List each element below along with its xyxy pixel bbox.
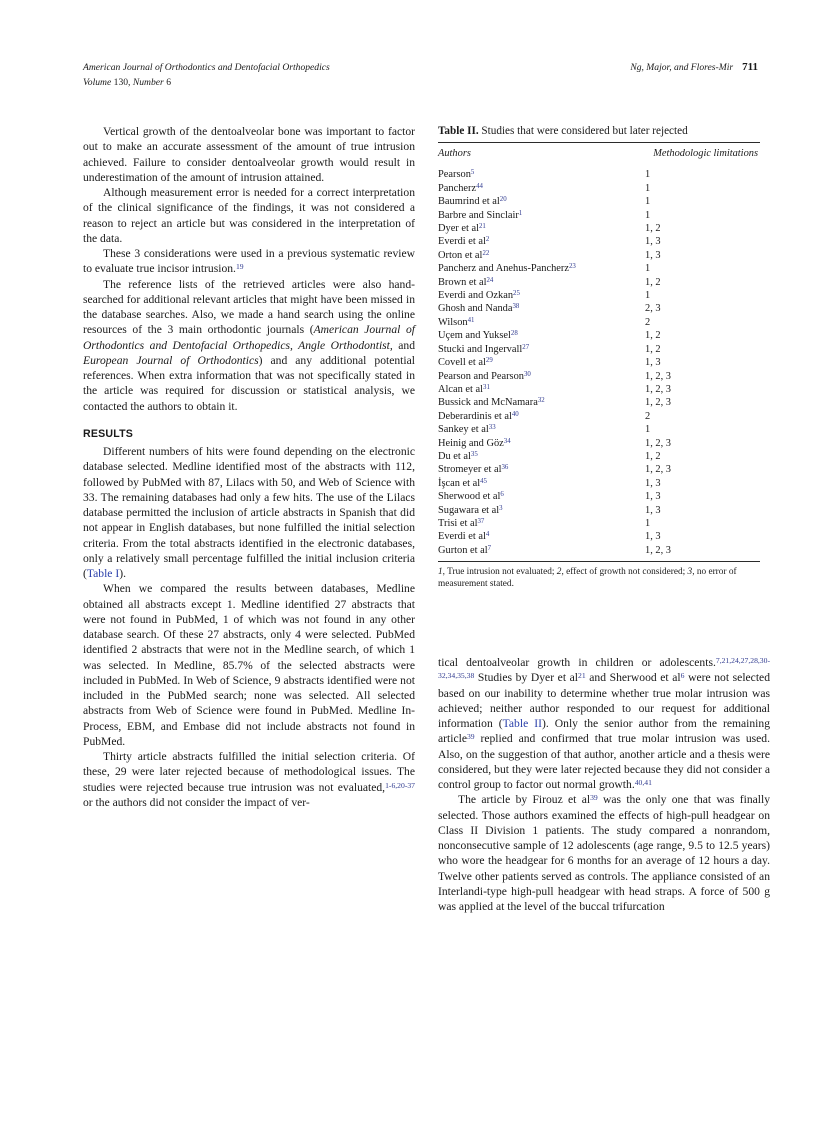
volume-label: Volume <box>83 76 112 88</box>
cell-author <box>438 504 645 517</box>
author-name: Sugawara et al <box>438 504 500 516</box>
cell-author <box>438 477 645 490</box>
table-caption <box>438 124 760 138</box>
cell-limitations <box>645 249 760 262</box>
cell-author <box>438 262 645 275</box>
citation-ref[interactable]: 20 <box>499 196 507 204</box>
citation-ref[interactable]: 37 <box>477 518 485 526</box>
limitation-codes: 1, 2, 3 <box>645 437 671 449</box>
cell-author <box>438 450 645 463</box>
cell-limitations <box>645 517 760 530</box>
limitation-codes: 2 <box>645 316 651 328</box>
citation-ref[interactable]: 30 <box>524 370 531 378</box>
table-row <box>438 289 760 302</box>
table-row <box>438 504 760 517</box>
footnote-text: , effect of growth not considered; <box>561 567 688 578</box>
table-row <box>438 437 760 450</box>
table-row <box>438 222 760 235</box>
author-name: Everdi et al <box>438 236 486 248</box>
cell-author <box>438 396 645 409</box>
limitation-codes: 1, 3 <box>645 491 661 503</box>
para-text-d: were not selected based on our inability to determine whether true molar intrusion was achieved; neither author responded to our request for additional information ( <box>438 671 770 730</box>
cell-limitations <box>645 396 760 409</box>
paragraph-results-hits <box>83 444 415 581</box>
author-name: Everdi and Ozkan <box>438 290 514 302</box>
author-name: Deberardinis et al <box>438 410 512 422</box>
para-text-b: was the only one that was finally selected. Those authors examined the effects of high-pull headgear on Class II Division 1 patients. The study compared a nonrandom, nonconsecutive sample of 12 adolescents (age range, 9.5 to 12.5 years) who wore the headgear for 6 months for an average of 12 hours a day. Twelve other patients served as controls. The appliance consisted of an Interlandi-type high-pull headgear with head straps. A force of 500 g was applied at the level of the buccal trifurcation <box>438 793 770 913</box>
cell-author <box>438 302 645 315</box>
limitation-codes: 1, 2 <box>645 276 661 288</box>
cell-limitations <box>645 450 760 463</box>
limitation-codes: 1, 3 <box>645 249 661 261</box>
issue-label: Number <box>132 76 164 88</box>
page-number: 711 <box>742 61 758 73</box>
limitation-codes: 1 <box>645 290 651 302</box>
cell-author <box>438 249 645 262</box>
author-name: Ghosh and Nanda <box>438 303 513 315</box>
author-name: Stucki and Ingervall <box>438 343 523 355</box>
cell-limitations <box>645 235 760 248</box>
limitation-codes: 1 <box>645 182 651 194</box>
table-row <box>438 356 760 369</box>
table-row <box>438 164 760 181</box>
table-title: Studies that were considered but later rejected <box>481 125 688 137</box>
paragraph-results-comparison: When we compared the results between databases, Medline obtained all abstracts except 1. Medline identified 27 abstracts that were not found in PubMed, 1 of which was not found in any other database search. Of these 27 abstracts, only 4 were selected. PubMed identified 2 abstracts that were not in the Medline search, of which 1 was selected. In Medline, 85.7% of the selected abstracts were included in PubMed. In Web of Science, 9 abstracts identified were not included in the PubMed search; none was selected. All selected abstracts from Web of Science were found in PubMed. Medline In-Process, EBM, and Embase did not include abstracts not found in PubMed. <box>83 582 415 748</box>
table-row <box>438 329 760 342</box>
cell-limitations <box>645 490 760 503</box>
column-header-limitations: Methodologic limitations <box>653 148 758 159</box>
cell-limitations <box>645 316 760 329</box>
para-text-a: The article by Firouz et al <box>458 793 591 807</box>
cell-author <box>438 195 645 208</box>
cell-limitations <box>645 289 760 302</box>
limitation-codes: 1, 3 <box>645 236 661 248</box>
table-body <box>438 164 760 561</box>
cell-author <box>438 316 645 329</box>
author-name: Pancherz <box>438 182 477 194</box>
right-column <box>438 655 770 914</box>
cell-limitations <box>645 477 760 490</box>
cell-author <box>438 437 645 450</box>
citation-ref[interactable]: 7,21,24,27,28,30-32,34,35,38 <box>438 655 770 681</box>
cell-author <box>438 383 645 396</box>
citation-ref[interactable]: 21 <box>578 671 586 681</box>
citation-ref[interactable]: 23 <box>568 263 576 271</box>
table-header-row <box>438 143 760 164</box>
citation-ref[interactable]: 39 <box>590 793 598 803</box>
table-i-crossref[interactable]: Table I <box>86 567 120 580</box>
author-name: Everdi et al <box>438 531 486 543</box>
author-name: Trisi et al <box>438 517 478 529</box>
table-row <box>438 235 760 248</box>
para-text-b: or the authors did not consider the impact of ver- <box>83 795 310 809</box>
cell-limitations <box>645 343 760 356</box>
table-row <box>438 316 760 329</box>
footnote-marker: 3 <box>687 567 693 578</box>
author-name: Alcan et al <box>438 383 484 395</box>
footnote-text: , True intrusion not evaluated; <box>442 567 557 578</box>
author-name: Baumrind et al <box>438 196 500 208</box>
left-column <box>83 124 415 810</box>
cell-limitations <box>645 182 760 195</box>
section-heading-results: RESULTS <box>83 427 134 440</box>
cell-author <box>438 235 645 248</box>
cell-author <box>438 164 645 181</box>
citation-ref[interactable]: 27 <box>522 343 530 351</box>
limitation-codes: 1, 2, 3 <box>645 464 671 476</box>
cell-limitations <box>645 262 760 275</box>
table-row <box>438 276 760 289</box>
table-row <box>438 195 760 208</box>
table-footnote <box>438 562 760 590</box>
issue-number: 6 <box>166 76 171 88</box>
footnote-marker: 2 <box>556 567 562 578</box>
citation-ref[interactable]: 35 <box>470 451 478 459</box>
limitation-codes: 1, 3 <box>645 531 661 543</box>
running-head <box>83 61 758 89</box>
limitation-codes: 1, 3 <box>645 357 661 369</box>
citation-ref[interactable]: 38 <box>512 303 520 311</box>
cell-author <box>438 329 645 342</box>
para-text-f: replied and confirmed that true molar intrusion was used. Also, on the suggestion of that author, another article and a thesis were considered, but they were later rejected because they did not consider a control group to factor out normal growth. <box>438 732 770 791</box>
para-text-e: ). Only the senior author from the remaining article <box>438 717 770 746</box>
author-name: Heinig and Göz <box>438 437 504 449</box>
cell-limitations <box>645 530 760 543</box>
authors-name: Ng, Major, and Flores-Mir <box>630 62 734 73</box>
table-row <box>438 302 760 315</box>
citation-ref[interactable]: 28 <box>510 330 518 338</box>
cell-author <box>438 343 645 356</box>
limitation-codes: 1, 2, 3 <box>645 544 671 556</box>
table-row <box>438 396 760 409</box>
citation-ref[interactable]: 2 <box>485 236 490 244</box>
cell-limitations <box>645 544 760 561</box>
table-row <box>438 383 760 396</box>
cell-author <box>438 209 645 222</box>
citation-ref[interactable]: 1-6,20-37 <box>385 780 415 790</box>
citation-ref[interactable]: 34 <box>503 437 511 445</box>
citation-ref[interactable]: 40 <box>511 410 519 418</box>
para-text-c: and Sherwood et al <box>585 671 681 685</box>
table-row <box>438 450 760 463</box>
table-row <box>438 262 760 275</box>
cell-limitations <box>645 302 760 315</box>
para-text-b: ). <box>119 567 126 580</box>
table-row <box>438 477 760 490</box>
cell-author <box>438 356 645 369</box>
cell-limitations <box>645 195 760 208</box>
author-name: Stromeyer et al <box>438 464 502 476</box>
citation-ref[interactable]: 3 <box>499 504 503 512</box>
cell-author <box>438 423 645 436</box>
citation-ref[interactable]: 25 <box>513 290 520 298</box>
para-text-b: ) and any additional potential references. When extra information that was not specifically stated in the article was required for discussion or statistical analysis, we contacted the authors to obtain it. <box>83 353 415 413</box>
author-name: Barbre and Sinclair <box>438 209 519 221</box>
citation-ref[interactable]: 19 <box>235 262 244 272</box>
para-text-mid: and <box>392 338 415 352</box>
cell-limitations <box>645 504 760 517</box>
table-row <box>438 370 760 383</box>
author-name: Brown et al <box>438 276 487 288</box>
table-row <box>438 410 760 423</box>
journal-names-italic-2: European Journal of Orthodontics <box>83 353 259 367</box>
limitation-codes: 1, 2 <box>645 330 661 342</box>
column-header-authors: Authors <box>438 148 471 159</box>
author-name: Uçem and Yuksel <box>438 330 511 342</box>
citation-ref[interactable]: 45 <box>480 477 487 485</box>
table-row <box>438 423 760 436</box>
limitation-codes: 1, 2, 3 <box>645 397 671 409</box>
cell-author <box>438 517 645 530</box>
citation-ref[interactable]: 31 <box>483 384 490 392</box>
limitation-codes: 1 <box>645 517 651 529</box>
limitation-codes: 1, 2 <box>645 343 661 355</box>
limitation-codes: 1, 2, 3 <box>645 383 671 395</box>
limitation-codes: 1, 2 <box>645 450 661 462</box>
cell-author <box>438 463 645 476</box>
para-text: These 3 considerations were used in a previous systematic review to evaluate true incisor intrusion. <box>83 247 415 276</box>
paragraph-results-thirty <box>83 749 415 810</box>
limitation-codes: 1, 2 <box>645 223 661 235</box>
cell-author <box>438 182 645 195</box>
citation-ref[interactable]: 1 <box>518 209 523 217</box>
citation-ref[interactable]: 33 <box>488 424 496 432</box>
paragraph-firouz-article <box>438 792 770 914</box>
journal-title: American Journal of Orthodontics and Dentofacial Orthopedics <box>83 62 330 73</box>
citation-ref[interactable]: 6 <box>500 491 504 499</box>
citation-ref[interactable]: 32 <box>537 397 545 405</box>
citation-ref[interactable]: 39 <box>466 732 475 742</box>
paragraph-reference-lists <box>83 277 415 414</box>
citation-ref[interactable]: 5 <box>470 169 475 177</box>
cell-limitations <box>645 370 760 383</box>
author-name: Dyer et al <box>438 223 479 235</box>
limitation-codes: 1, 3 <box>645 504 661 516</box>
table-label: Table II. <box>438 125 479 137</box>
table-ii <box>438 124 760 591</box>
cell-author <box>438 289 645 302</box>
cell-author <box>438 222 645 235</box>
author-name: Covell et al <box>438 357 486 369</box>
citation-ref[interactable]: 40,41 <box>634 777 652 787</box>
citation-ref[interactable]: 21 <box>478 223 486 231</box>
citation-ref[interactable]: 41 <box>467 317 475 324</box>
table-row <box>438 544 760 561</box>
author-name: Pearson <box>438 169 471 181</box>
limitation-codes: 1 <box>645 169 651 181</box>
limitation-codes: 1, 3 <box>645 477 661 489</box>
table-row <box>438 530 760 543</box>
para-text-a: tical dentoalveolar growth in children or adolescents. <box>438 656 716 669</box>
para-text-a: Thirty article abstracts fulfilled the initial selection criteria. Of these, 29 were later rejected because of methodological issues. The studies were rejected because true intrusion was not evaluated, <box>83 750 415 794</box>
author-name: Gurton et al <box>438 544 488 556</box>
table-row <box>438 463 760 476</box>
citation-ref[interactable]: 4 <box>485 531 490 539</box>
table-row <box>438 249 760 262</box>
cell-author <box>438 530 645 543</box>
limitation-codes: 1, 2, 3 <box>645 370 671 382</box>
paragraph-vertical-growth: Vertical growth of the dentoalveolar bone was important to factor out to make an accurate assessment of the amount of true intrusion achieved. Failure to consider dentoalveolar growth would result in underestimation of the amount of intrusion attained. <box>83 125 415 184</box>
cell-limitations <box>645 423 760 436</box>
author-name: Pancherz and Anehus-Pancherz <box>438 263 569 275</box>
author-name: Orton et al <box>438 249 483 261</box>
cell-limitations <box>645 383 760 396</box>
cell-author <box>438 544 645 561</box>
limitation-codes: 1 <box>645 424 651 436</box>
para-text-b: Studies by Dyer et al <box>474 671 579 685</box>
cell-limitations <box>645 222 760 235</box>
footnote-text: , no error of measurement stated. <box>438 567 737 590</box>
running-head-line-1 <box>83 61 758 75</box>
citation-ref[interactable]: 44 <box>476 182 483 190</box>
cell-limitations <box>645 164 760 181</box>
volume-issue-line <box>83 76 758 90</box>
cell-limitations <box>645 329 760 342</box>
table-row <box>438 490 760 503</box>
author-name: Pearson and Pearson <box>438 370 524 382</box>
author-name: Bussick and McNamara <box>438 397 538 409</box>
table-row <box>438 209 760 222</box>
limitation-codes: 1 <box>645 263 651 275</box>
table-row <box>438 343 760 356</box>
paragraph-three-considerations <box>83 246 415 277</box>
cell-limitations <box>645 276 760 289</box>
citation-ref[interactable]: 24 <box>486 276 494 284</box>
cell-limitations <box>645 209 760 222</box>
cell-author <box>438 370 645 383</box>
limitation-codes: 2, 3 <box>645 303 661 315</box>
limitation-codes: 2 <box>645 410 651 422</box>
cell-author <box>438 410 645 423</box>
journal-names-italic-1: American Journal of Orthodontics and Dentofacial Orthopedics, Angle Orthodontist, <box>83 323 415 352</box>
paragraph-dentoalveolar-growth <box>438 655 770 792</box>
cell-author <box>438 276 645 289</box>
citation-ref[interactable]: 29 <box>485 357 493 365</box>
author-name: Du et al <box>438 450 471 462</box>
table-ii-crossref[interactable]: Table II <box>502 717 542 730</box>
limitation-codes: 1 <box>645 209 651 221</box>
rejected-studies-table <box>438 143 760 561</box>
table-head <box>438 143 760 164</box>
limitation-codes: 1 <box>645 196 651 208</box>
cell-author <box>438 490 645 503</box>
cell-limitations <box>645 410 760 423</box>
footnote-marker: 1 <box>438 567 443 578</box>
author-name: Sankey et al <box>438 424 489 436</box>
author-name: İşcan et al <box>438 477 481 489</box>
cell-limitations <box>645 356 760 369</box>
author-name: Sherwood et al <box>438 491 501 503</box>
para-text-a: The reference lists of the retrieved articles were also hand-searched for additional relevant articles that might have been missed in the database searches. Also, we made a hand search using the online resources of the 3 main orthodontic journals ( <box>83 277 415 337</box>
cell-limitations <box>645 437 760 450</box>
para-text-a: Different numbers of hits were found depending on the electronic database selected. Medline identified most of the abstracts with 112, followed by PubMed with 87, Lilacs with 50, and Web of Science with 33. The remaining databases had only a few hits. The use of the Lilacs database permitted the inclusion of article abstracts in Spanish that did not appear in English databases, but none fulfilled the initial selection criteria. From the total abstracts identified in the electronic databases, only a relatively small percentage fulfilled the initial inclusion criteria ( <box>83 445 415 580</box>
citation-ref[interactable]: 36 <box>501 464 509 472</box>
table-row <box>438 517 760 530</box>
paragraph-measurement-error: Although measurement error is needed for a correct interpretation of the clinical significance of the findings, it was not considered a reason to reject an article but was considered in the interpretation of the data. <box>83 186 415 245</box>
volume-number: 130, <box>113 76 131 88</box>
citation-ref[interactable]: 7 <box>487 544 492 552</box>
running-head-authors-page <box>630 61 758 75</box>
author-name: Wilson <box>438 316 468 328</box>
table-row <box>438 182 760 195</box>
citation-ref[interactable]: 22 <box>482 249 490 257</box>
citation-ref[interactable]: 6 <box>680 671 685 681</box>
cell-limitations <box>645 463 760 476</box>
